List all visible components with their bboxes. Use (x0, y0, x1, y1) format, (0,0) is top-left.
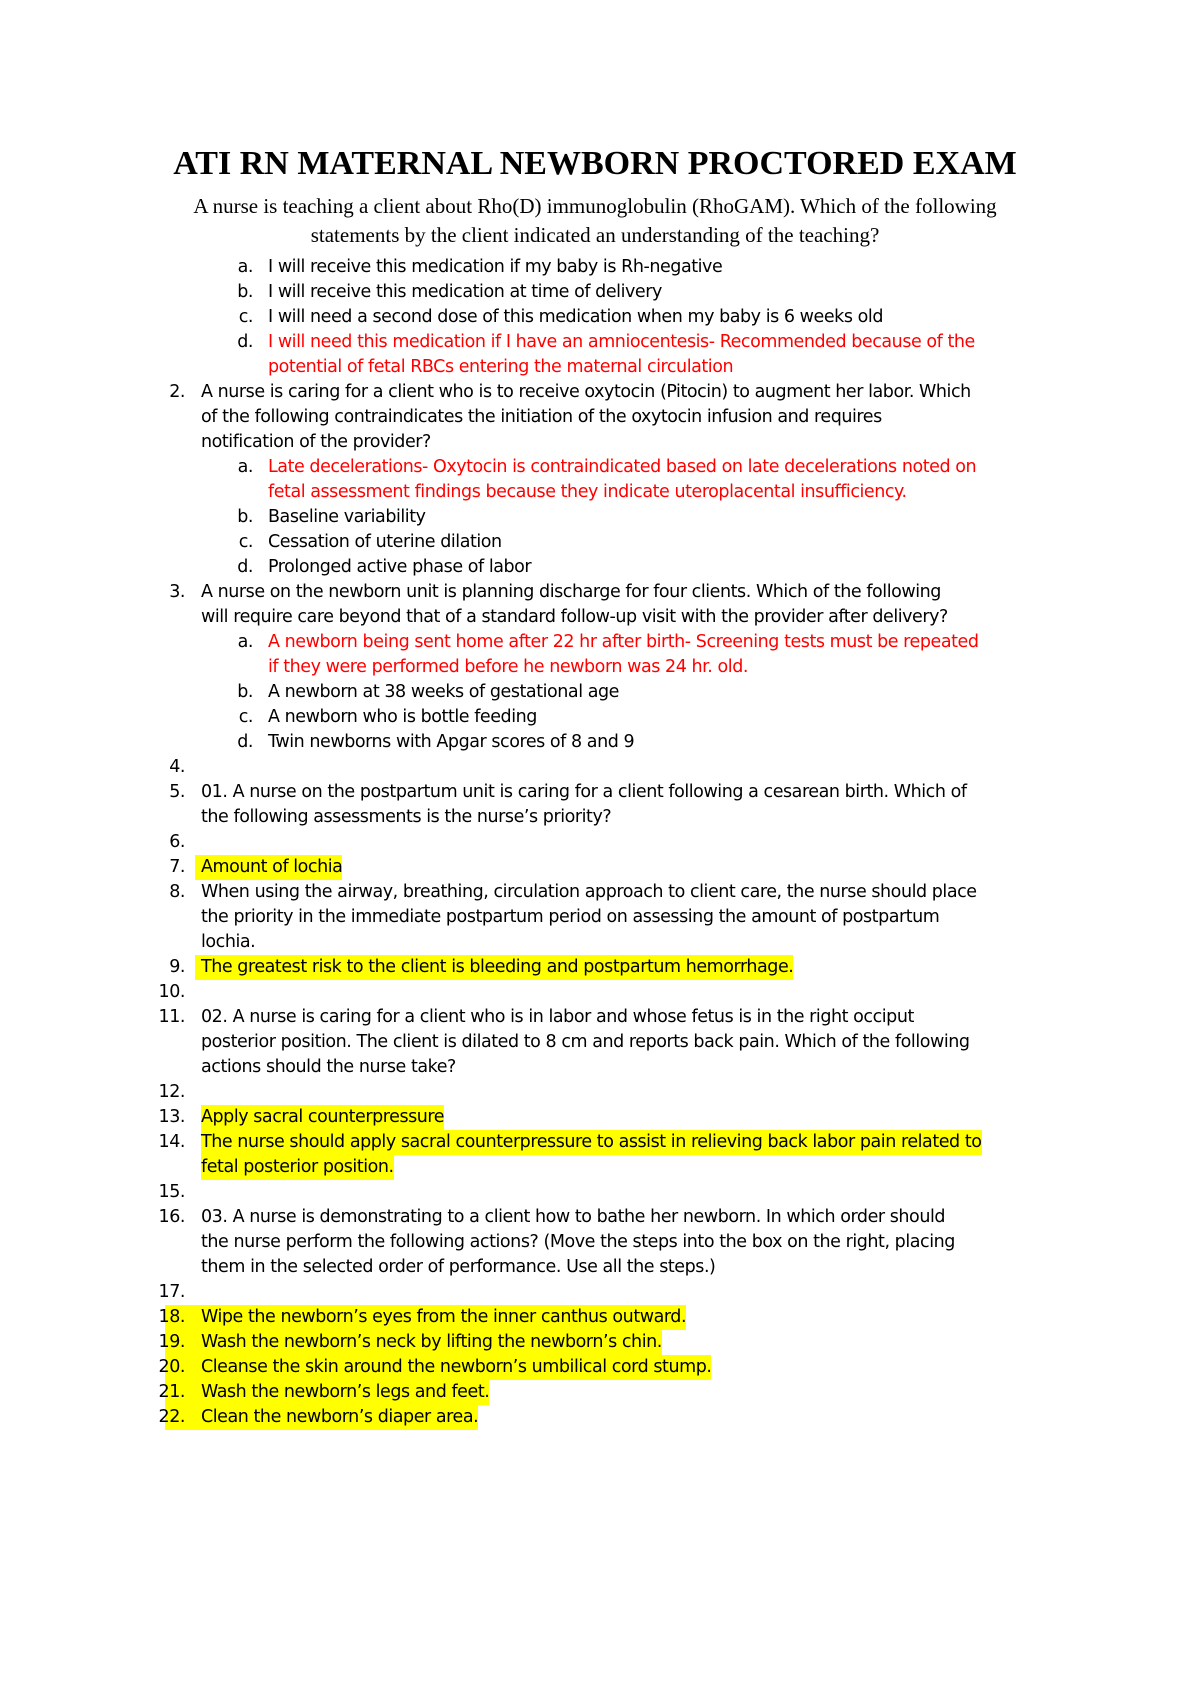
step-text: Clean the newborn’s diaper area. (201, 1407, 479, 1427)
highlighted-rationale: The nurse should apply sacral counterpressure to assist in relieving back labor pain related to (201, 1130, 982, 1155)
list-number: 17. (158, 1282, 185, 1302)
highlighted-rationale: The greatest risk to the client is bleeding and postpartum hemorrhage. (195, 955, 793, 980)
list-number: 10. (158, 982, 185, 1002)
option-text: Twin newborns with Apgar scores of 8 and 9 (268, 732, 635, 752)
highlighted-step (158, 1330, 662, 1355)
list-item-text: 02. A nurse is caring for a client who is in labor and whose fetus is in the right occiput (201, 1007, 914, 1027)
list-item-text: 01. A nurse on the postpartum unit is caring for a client following a cesarean birth. Which of (201, 782, 967, 802)
list-item-text: them in the selected order of performance. Use all the steps.) (201, 1257, 716, 1277)
highlighted-step (158, 1380, 490, 1405)
document-title: ATI RN MATERNAL NEWBORN PROCTORED EXAM (173, 145, 1017, 182)
list-number: 8. (169, 882, 185, 902)
option-text: A newborn who is bottle feeding (268, 707, 537, 727)
step-text: Wash the newborn’s neck by lifting the newborn’s chin. (201, 1332, 662, 1352)
option-letter: d. (237, 732, 253, 752)
option-text: Baseline variability (268, 507, 426, 527)
option-text: Cessation of uterine dilation (268, 532, 502, 552)
option-text: I will receive this medication at time of delivery (268, 282, 662, 302)
option-text-answer: fetal assessment findings because they indicate uteroplacental insufficiency. (268, 482, 907, 502)
option-text-answer: Late decelerations- Oxytocin is contraindicated based on late decelerations noted on (268, 457, 977, 477)
option-letter: d. (237, 557, 253, 577)
highlighted-step (158, 1305, 687, 1330)
list-number: 6. (169, 832, 185, 852)
list-number: 4. (169, 757, 185, 777)
option-letter: a. (237, 632, 253, 652)
highlighted-step (158, 1355, 712, 1380)
question-1-stem: A nurse is teaching a client about Rho(D) immunoglobulin (RhoGAM). Which of the following statements by the client indicated an understanding of the teaching? (193, 194, 997, 247)
list-item-text: lochia. (201, 932, 256, 952)
list-number: 7. (169, 857, 185, 877)
list-item-text: the following assessments is the nurse’s priority? (201, 807, 612, 827)
option-letter: c. (238, 532, 253, 552)
list-number: 5. (169, 782, 185, 802)
option-letter: b. (237, 282, 253, 302)
list-item-text: 03. A nurse is demonstrating to a client how to bathe her newborn. In which order should (201, 1207, 946, 1227)
list-number: 22. (158, 1407, 185, 1427)
step-text: Wipe the newborn’s eyes from the inner canthus outward. (201, 1307, 687, 1327)
list-item-text: When using the airway, breathing, circulation approach to client care, the nurse should place (201, 882, 977, 902)
option-letter: c. (238, 307, 253, 327)
list-number: 18. (158, 1307, 185, 1327)
step-text: Wash the newborn’s legs and feet. (201, 1382, 490, 1402)
list-number: 11. (158, 1007, 185, 1027)
option-text: Prolonged active phase of labor (268, 557, 532, 577)
highlighted-answer: Apply sacral counterpressure (201, 1105, 444, 1130)
list-number: 15. (158, 1182, 185, 1202)
list-item-text: the nurse perform the following actions? (Move the steps into the box on the right, placing (201, 1232, 955, 1252)
option-text-answer: I will need this medication if I have an amniocentesis- Recommended because of the (268, 332, 975, 352)
option-text-answer: A newborn being sent home after 22 hr after birth- Screening tests must be repeated (268, 632, 979, 652)
question-text: of the following contraindicates the initiation of the oxytocin infusion and requires (201, 407, 882, 427)
list-number: 19. (158, 1332, 185, 1352)
question-text: notification of the provider? (201, 432, 431, 452)
option-text: I will receive this medication if my baby is Rh-negative (268, 257, 723, 277)
list-number: 13. (158, 1107, 185, 1127)
highlighted-answer: Amount of lochia (195, 855, 342, 880)
option-text: I will need a second dose of this medication when my baby is 6 weeks old (268, 307, 883, 327)
list-number: 3. (169, 582, 185, 602)
list-number: 20. (158, 1357, 185, 1377)
list-number: 16. (158, 1207, 185, 1227)
option-letter: b. (237, 682, 253, 702)
option-letter: c. (238, 707, 253, 727)
step-text: Cleanse the skin around the newborn’s umbilical cord stump. (201, 1357, 712, 1377)
question-text: A nurse on the newborn unit is planning discharge for four clients. Which of the following (201, 582, 941, 602)
option-text-answer: if they were performed before he newborn was 24 hr. old. (268, 657, 748, 677)
highlighted-rationale: fetal posterior position. (201, 1155, 394, 1180)
list-number: 21. (158, 1382, 185, 1402)
option-letter: a. (237, 257, 253, 277)
highlighted-step (158, 1405, 479, 1430)
list-number: 12. (158, 1082, 185, 1102)
question-text: will require care beyond that of a standard follow-up visit with the provider after delivery? (201, 607, 948, 627)
list-item-text: posterior position. The client is dilated to 8 cm and reports back pain. Which of the following (201, 1032, 970, 1052)
option-text-answer: potential of fetal RBCs entering the maternal circulation (268, 357, 734, 377)
option-letter: d. (237, 332, 253, 352)
list-number: 2. (169, 382, 185, 402)
option-text: A newborn at 38 weeks of gestational age (268, 682, 619, 702)
list-item-text: the priority in the immediate postpartum period on assessing the amount of postpartum (201, 907, 940, 927)
question-text: A nurse is caring for a client who is to receive oxytocin (Pitocin) to augment her labor. Which (201, 382, 971, 402)
option-letter: a. (237, 457, 253, 477)
list-number: 9. (169, 957, 185, 977)
option-letter: b. (237, 507, 253, 527)
list-number: 14. (158, 1132, 185, 1152)
list-item-text: actions should the nurse take? (201, 1057, 456, 1077)
